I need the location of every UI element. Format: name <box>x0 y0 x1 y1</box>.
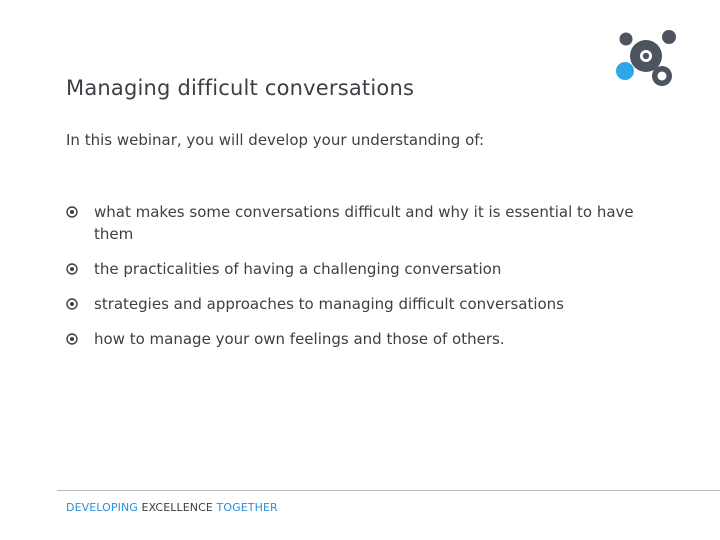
footer-tagline <box>66 501 278 514</box>
slide-title: Managing difficult conversations <box>66 76 415 100</box>
bullet-item <box>66 293 646 315</box>
intro-text: In this webinar, you will develop your understanding of: <box>66 131 485 149</box>
bullet-text: what makes some conversations difficult and why it is essential to have them <box>94 203 634 243</box>
target-circle-icon <box>66 263 78 275</box>
footer-word-excellence: EXCELLENCE <box>141 501 213 514</box>
bullet-item <box>66 258 646 280</box>
bullet-item <box>66 201 646 245</box>
footer-word-together: TOGETHER <box>216 501 278 514</box>
target-circle-icon <box>66 298 78 310</box>
bullet-text: how to manage your own feelings and those of others. <box>94 330 505 348</box>
bullet-list <box>66 201 646 363</box>
footer-divider <box>57 490 720 491</box>
bullet-text: the practicalities of having a challenging conversation <box>94 260 502 278</box>
target-circle-icon <box>66 333 78 345</box>
bullet-item <box>66 328 646 350</box>
molecule-logo-icon <box>612 26 682 92</box>
target-circle-icon <box>66 206 78 218</box>
footer-word-developing: DEVELOPING <box>66 501 138 514</box>
bullet-text: strategies and approaches to managing difficult conversations <box>94 295 564 313</box>
